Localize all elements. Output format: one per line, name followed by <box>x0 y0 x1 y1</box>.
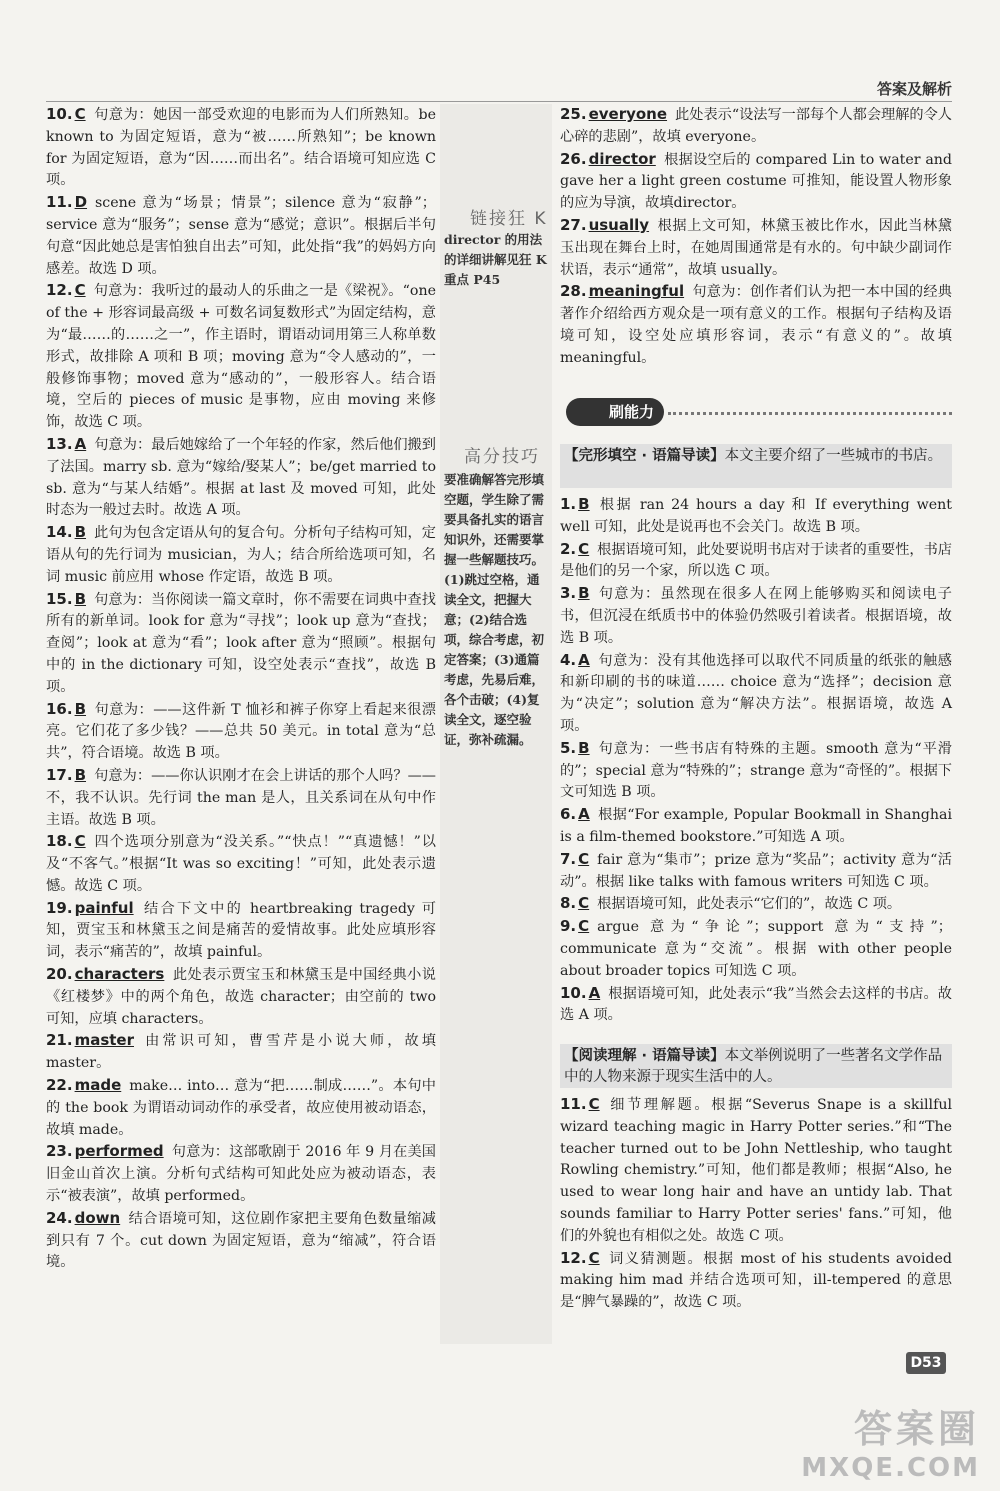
explanation-text: 句意为：当你阅读一篇文章时，你不需要在词典中查找所有的新单词。look for 意为“寻找”；look up 意为“查找；查阅”；look at 意为“看”；look after 意为“照顾”。根据句中的 in the dictionary 可知，设空处表示“查找”，故选 B 项。 <box>46 591 436 695</box>
header-rule <box>46 101 952 102</box>
answer-key: C <box>588 1248 600 1267</box>
answer-key: master <box>74 1031 134 1050</box>
explanation-text: 细节理解题。根据“Severus Snape is a skillful wizard teaching magic in Harry Potter series.”和“The teacher turned out to be John Nettleship, who taught Rowling chemistry.”可知，他们都是教师；根据“Also, he used to wear long hair and have an untidy lab. That sounds familiar to Harry Potter series' fans.”可知，他们的外貌也有相似之处。故选 C 项。 <box>560 1097 952 1244</box>
explanation-text: 四个选项分别意为“没关系。”“快点！”“真遗憾！”以及“不客气。”根据“It was so exciting！”可知，此处表示遗憾。故选 C 项。 <box>46 834 436 894</box>
answer-key: everyone <box>588 105 668 123</box>
answer-key: C <box>588 1095 600 1113</box>
explanation-text: fair 意为“集市”；prize 意为“奖品”；activity 意为“活动”。根据 like talks with famous writers 可知选 C 项。 <box>560 851 952 890</box>
explanation-text: 根据语境可知，此处表示“它们的”，故选 C 项。 <box>597 896 902 913</box>
question-number: 9. <box>560 917 577 936</box>
right-column-top <box>560 104 952 370</box>
explanation-text: scene 意为“场景；情景”；silence 意为“寂静”；service 意为“服务”；sense 意为“感觉；意识”。根据后半句句意“因此她总是害怕独自出去”可知，此处指“我”的妈妈方向感差。故选 D 项。 <box>46 195 436 277</box>
answer-key: B <box>74 589 87 608</box>
question-number: 21. <box>46 1031 73 1050</box>
answer-entry <box>560 583 952 649</box>
question-number: 3. <box>560 584 577 603</box>
explanation-text: 句意为：创作者们认为把一本中国的经典著作介绍给西方观众是一项有意义的工作。根据句子结构及语境可知，设空处应填形容词，表示“有意义的”。故填 meaningful。 <box>560 284 952 366</box>
sidebar-note1-text: director 的用法的详细讲解见狂 K 重点 P45 <box>444 232 547 287</box>
answer-entry <box>560 916 952 982</box>
section-cloze-text: 本文主要介绍了一些城市的书店。 <box>724 448 943 464</box>
answer-key: director <box>588 149 656 168</box>
answer-entry <box>560 281 952 369</box>
answer-key: C <box>578 539 590 558</box>
explanation-text: 结合下文中的 heartbreaking tragedy 可知，贾宝玉和林黛玉之间是痛苦的爱情故事。此处应填形容词，表示“痛苦的”，故填 painful。 <box>46 900 436 961</box>
answer-key: C <box>74 832 86 851</box>
answer-entry <box>560 1094 952 1248</box>
question-number: 1. <box>560 495 577 513</box>
explanation-text: 根据“For example, Popular Bookmall in Shanghai is a film-themed bookstore.”可知选 A 项。 <box>560 807 952 845</box>
question-number: 27. <box>560 215 587 234</box>
sidebar <box>440 104 552 1344</box>
sidebar-note2-text: 要准确解答完形填空题，学生除了需要具备扎实的语言知识外，还需要掌握一些解题技巧。(1)跳过空格，通读全文，把握大意；(2)结合选项，综合考虑，初定答案；(3)通篇考虑，先易后难，各个击破；(4)复读全文，逐空验证，弥补疏漏。 <box>444 472 545 747</box>
answer-key: C <box>578 849 590 868</box>
answer-entry <box>46 434 436 522</box>
answer-entry <box>560 149 952 215</box>
question-number: 12. <box>560 1248 587 1267</box>
answer-entry <box>560 804 952 849</box>
question-number: 5. <box>560 738 577 757</box>
explanation-text: 句意为：我听过的最动人的乐曲之一是《梁祝》。“one of the + 形容词最高级 + 可数名词复数形式”为固定结构，意为“最……的……之一”，作主语时，谓语动词用第三人称单数形式，故排除 A 项和 B 项；moving 意为“令人感动的”，一般修饰事物；moved 意为“感动的”，一般形容人。结合语境，空后的 pieces of music 是事物，应由 moving 来修饰，故选 C 项。 <box>46 283 436 431</box>
answer-entry <box>560 893 952 916</box>
practice-badge: 刷能力 <box>566 398 664 426</box>
explanation-text: 根据设空后的 compared Lin to water and gave her a light green costume 可推知，能设置人物形象的应为导演，故填director。 <box>560 151 952 212</box>
question-number: 10. <box>560 983 587 1002</box>
answer-entry <box>560 650 952 738</box>
question-number: 20. <box>46 965 73 984</box>
answer-entry <box>46 1141 436 1207</box>
answer-key: C <box>578 894 590 913</box>
question-number: 7. <box>560 849 577 868</box>
explanation-text: 此句为包含定语从句的复合句。分析句子结构可知，定语从句的先行词为 musician，为人；结合所给选项可知，名词 music 前应用 whose 作定语，故选 B 项。 <box>46 525 436 585</box>
question-number: 19. <box>46 898 73 917</box>
explanation-text: 句意为：——你认识刚才在会上讲话的那个人吗？——不，我不认识。先行词 the man 是人，且关系词在从句中作主语。故选 B 项。 <box>46 767 436 828</box>
answer-key: painful <box>74 898 134 917</box>
answer-key: B <box>578 584 590 603</box>
question-number: 4. <box>560 650 577 669</box>
question-number: 25. <box>560 105 587 123</box>
explanation-text: 根据 ran 24 hours a day 和 If everything went well 可知，此处是说再也不会关门。故选 B 项。 <box>560 497 952 535</box>
badge-divider <box>668 412 952 415</box>
answer-key: down <box>74 1208 121 1227</box>
watermark-site: MXQE.COM <box>801 1453 980 1483</box>
answer-entry <box>46 898 436 964</box>
question-number: 11. <box>46 193 73 212</box>
answer-entry <box>46 1075 436 1141</box>
page-header: 答案及解析 <box>876 80 952 98</box>
answer-entry <box>46 699 436 765</box>
section-reading-intro <box>560 1044 952 1088</box>
question-number: 6. <box>560 805 577 824</box>
sidebar-note2-title: 高分技巧 <box>464 447 540 467</box>
explanation-text: make… into… 意为“把……制成……”。本句中的 the book 为谓语动词动作的承受者，故应使用被动语态，故填 made。 <box>46 1078 436 1138</box>
answer-key: B <box>578 495 590 513</box>
answer-key: C <box>74 281 86 300</box>
section-reading-text: 本文举例说明了一些著名文学作品中的人物来源于现实生活中的人。 <box>564 1048 943 1085</box>
answer-entry <box>560 494 952 539</box>
question-number: 28. <box>560 282 587 301</box>
explanation-text: 句意为：这部歌剧于 2016 年 9 月在美国旧金山首次上演。分析句式结构可知此处应为被动语态，表示“被表演”，故填 performed。 <box>46 1144 436 1205</box>
answer-key: B <box>74 523 87 542</box>
explanation-text: 句意为：最后她嫁给了一个年轻的作家，然后他们搬到了法国。marry sb. 意为“嫁给/娶某人”；be/get married to sb. 意为“与某人结婚”。根据 at last 及 moved 可知，此处时态为一般过去时。故选 A 项。 <box>46 436 436 519</box>
question-number: 13. <box>46 434 73 453</box>
answer-entry <box>46 280 436 434</box>
answer-entry <box>46 192 436 280</box>
explanation-text: 句意为：虽然现在很多人在网上能够购买和阅读电子书，但沉浸在纸质书中的体验仍然吸引着读者。根据语境，故选 B 项。 <box>560 586 952 646</box>
answer-key: usually <box>588 215 650 234</box>
answer-key: B <box>74 699 87 718</box>
answer-entry <box>46 964 436 1030</box>
left-column <box>46 104 436 1274</box>
section-reading-label: 【阅读理解 · 语篇导读】 <box>564 1048 725 1064</box>
answer-entry <box>46 1030 436 1075</box>
explanation-text: 根据上文可知，林黛玉被比作水，因此当林黛玉出现在舞台上时，在她周围通常是有水的。句中缺少副词作状语，表示“通常”，故填 usually。 <box>560 217 952 278</box>
explanation-text: 根据语境可知，此处要说明书店对于读者的重要性，书店是他们的另一个家，所以选 C 项。 <box>560 541 952 580</box>
answer-key: A <box>588 983 601 1002</box>
answer-entry <box>46 104 436 192</box>
answer-key: C <box>74 105 86 123</box>
answer-entry <box>46 522 436 588</box>
answer-key: B <box>74 765 87 784</box>
answer-key: C <box>578 917 590 936</box>
answer-entry <box>46 589 436 699</box>
question-number: 14. <box>46 523 73 542</box>
explanation-text: 根据语境可知，此处表示“我”当然会去这样的书店。故选 A 项。 <box>560 985 952 1024</box>
answer-entry <box>46 831 436 897</box>
answer-entry <box>560 104 952 149</box>
question-number: 16. <box>46 699 73 718</box>
answer-key: A <box>578 805 590 824</box>
question-number: 15. <box>46 589 73 608</box>
explanation-text: 此处表示贾宝玉和林黛玉是中国经典小说《红楼梦》中的两个角色，故选 character；由空前的 two 可知，应填 characters。 <box>46 967 436 1027</box>
answer-key: meaningful <box>588 282 685 301</box>
question-number: 2. <box>560 539 577 558</box>
question-number: 26. <box>560 149 587 168</box>
watermark-main: 答案圈 <box>853 1407 980 1451</box>
explanation-text: 句意为：没有其他选择可以取代不同质量的纸张的触感和新印刷的书的味道…… choice 意为“选择”；decision 意为“决定”；solution 意为“解决方法”。根据语境，故选 A 项。 <box>560 652 952 734</box>
explanation-text: 此处表示“设法写一部每个人都会理解的令人心碎的悲剧”，故填 everyone。 <box>560 107 952 145</box>
answer-entry <box>46 1208 436 1274</box>
answer-key: B <box>578 738 590 757</box>
answer-entry <box>560 983 952 1028</box>
right-column-bottom <box>560 1094 952 1314</box>
question-number: 12. <box>46 281 73 300</box>
sidebar-note1-title: 链接狂 K <box>470 209 548 229</box>
question-number: 23. <box>46 1142 73 1161</box>
explanation-text: 词义猜测题。根据 most of his students avoided making him mad 并结合选项可知，ill-tempered 的意思是“脾气暴躁的”，故选 C 项。 <box>560 1250 952 1311</box>
answer-entry <box>46 765 436 831</box>
answer-entry <box>560 215 952 281</box>
right-column-middle <box>560 494 952 1027</box>
question-number: 17. <box>46 765 73 784</box>
section-cloze-label: 【完形填空 · 语篇导读】 <box>564 448 725 464</box>
answer-key: performed <box>74 1142 164 1161</box>
explanation-text: 由常识可知，曹雪芹是小说大师，故填 master。 <box>46 1033 436 1072</box>
answer-key: characters <box>74 965 165 984</box>
question-number: 11. <box>560 1095 587 1113</box>
question-number: 18. <box>46 832 73 851</box>
explanation-text: 句意为：她因一部受欢迎的电影而为人们所熟知。be known to 为固定短语，意为“被……所熟知”；be known for 为固定短语，意为“因……而出名”。结合语境可知应选 C 项。 <box>46 107 436 189</box>
explanation-text: argue 意为“争论”；support 意为“支持”；communicate 意为“交流”。根据 with other people about broader topics 可知选 C 项。 <box>560 919 952 979</box>
answer-key: D <box>74 193 88 212</box>
answer-entry <box>560 539 952 584</box>
explanation-text: 结合语境可知，这位剧作家把主要角色数量缩减到只有 7 个。cut down 为固定短语，意为“缩减”，符合语境。 <box>46 1210 436 1271</box>
answer-entry <box>560 849 952 894</box>
explanation-text: 句意为：——这件新 T 恤衫和裤子你穿上看起来很漂亮。它们花了多少钱？——总共 50 美元。in total 意为“总共”，符合语境。故选 B 项。 <box>46 701 436 762</box>
question-number: 22. <box>46 1076 73 1095</box>
question-number: 24. <box>46 1208 73 1227</box>
explanation-text: 句意为：一些书店有特殊的主题。smooth 意为“平滑的”；special 意为“特殊的”；strange 意为“奇怪的”。根据下文可知选 B 项。 <box>560 740 952 801</box>
question-number: 10. <box>46 105 73 123</box>
answer-entry <box>560 738 952 804</box>
answer-key: A <box>578 650 590 669</box>
watermark <box>801 1398 980 1483</box>
section-cloze-intro <box>560 444 952 488</box>
question-number: 8. <box>560 894 577 913</box>
answer-key: A <box>74 434 87 453</box>
answer-entry <box>560 1248 952 1314</box>
answer-key: made <box>74 1076 122 1095</box>
page-number: D53 <box>906 1352 946 1374</box>
